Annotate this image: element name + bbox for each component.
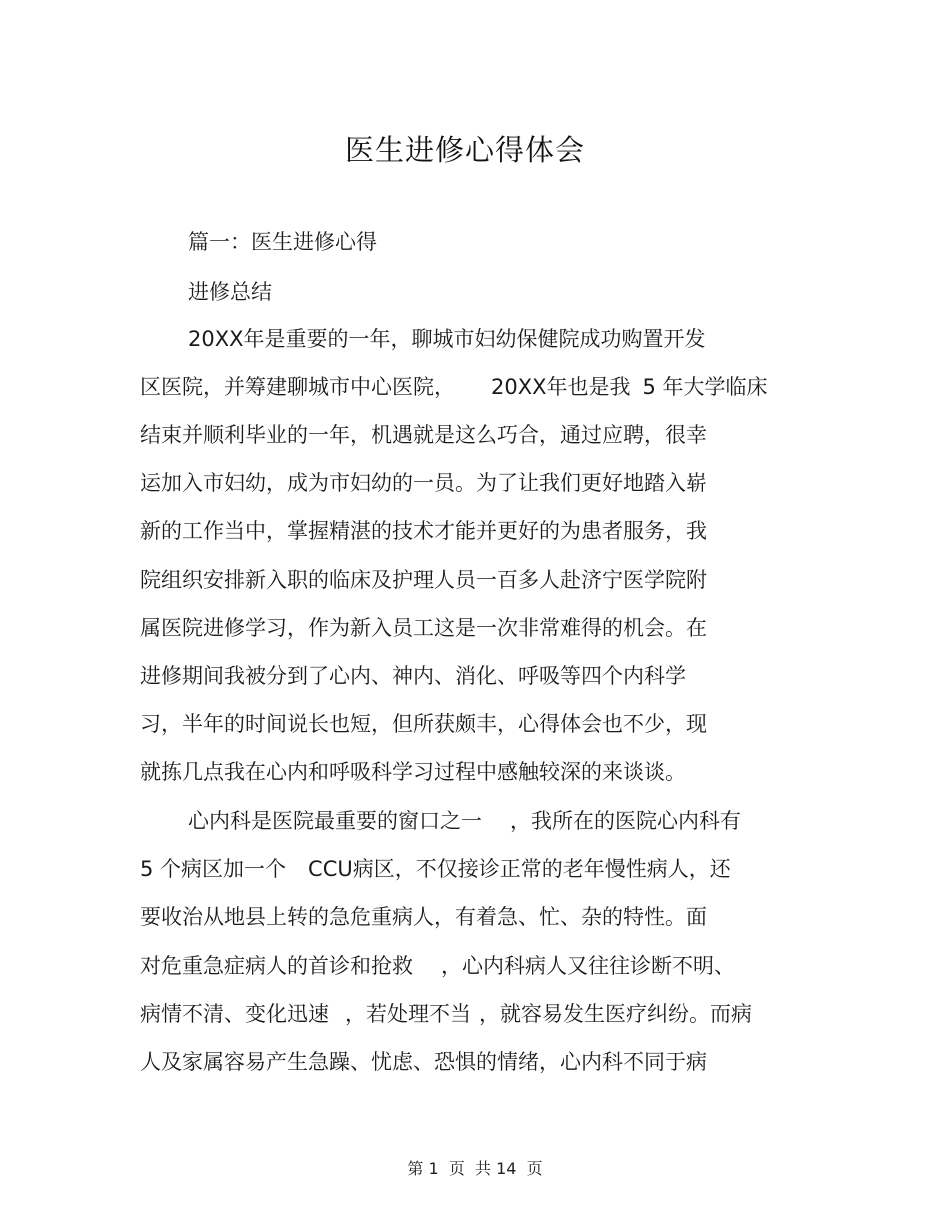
text-segment: CCU病区，不仅接诊正常的老年慢性病人，还 xyxy=(308,857,731,881)
paragraph-line xyxy=(140,1000,752,1028)
paragraph-line: 就拣几点我在心内和呼吸科学习过程中感触较深的来谈谈。 xyxy=(140,760,686,784)
paragraph-line: 新的工作当中，掌握精湛的技术才能并更好的为患者服务，我 xyxy=(140,519,707,543)
text-segment: 区医院，并筹建聊城市中心医院， xyxy=(140,375,455,399)
text-segment: 心内科是医院最重要的窗口之一 xyxy=(188,809,482,833)
paragraph-line xyxy=(188,807,741,835)
paragraph-line: 20XX年是重要的一年，聊城市妇幼保健院成功购置开发 xyxy=(188,327,706,351)
text-segment: 对危重急症病人的首诊和抢救 xyxy=(140,954,413,978)
paragraph-line: 运加入市妇幼，成为市妇幼的一员。为了让我们更好地踏入崭 xyxy=(140,471,707,495)
text-segment: 5 年大学临床 xyxy=(642,375,768,399)
paragraph-line: 属医院进修学习，作为新入员工这是一次非常难得的机会。在 xyxy=(140,616,707,640)
text-segment: 病情不清、变化迅速 xyxy=(140,1002,329,1026)
paragraph-line: 结束并顺利毕业的一年，机遇就是这么巧合，通过应聘，很幸 xyxy=(140,423,707,447)
paragraph-line xyxy=(140,952,735,980)
subsection-heading: 进修总结 xyxy=(188,280,272,304)
text-segment: ，就容易发生医疗纠纷。而病 xyxy=(479,1002,752,1026)
paragraph-line xyxy=(140,373,768,401)
document-title: 医生进修心得体会 xyxy=(344,133,585,167)
paragraph-line: 习，半年的时间说长也短，但所获颇丰，心得体会也不少，现 xyxy=(140,712,707,736)
section-heading: 篇一：医生进修心得 xyxy=(188,230,377,254)
paragraph-line: 进修期间我被分到了心内、神内、消化、呼吸等四个内科学 xyxy=(140,664,686,688)
paragraph-line: 要收治从地县上转的急危重病人，有着急、忙、杂的特性。面 xyxy=(140,905,707,929)
paragraph-line: 院组织安排新入职的临床及护理人员一百多人赴济宁医学院附 xyxy=(140,568,707,592)
text-segment: ，我所在的医院心内科有 xyxy=(510,809,741,833)
text-segment: ，心内科病人又往往诊断不明、 xyxy=(441,954,735,978)
paragraph-line xyxy=(140,855,731,883)
text-segment: 20XX年也是我 xyxy=(491,375,631,399)
text-segment: ，若处理不当 xyxy=(345,1002,471,1026)
paragraph-line: 人及家属容易产生急躁、忧虑、恐惧的情绪，心内科不同于病 xyxy=(140,1050,707,1074)
text-segment: 5 个病区加一个 xyxy=(140,857,287,881)
page-footer: 第 1 页 共 14 页 xyxy=(407,1159,543,1178)
